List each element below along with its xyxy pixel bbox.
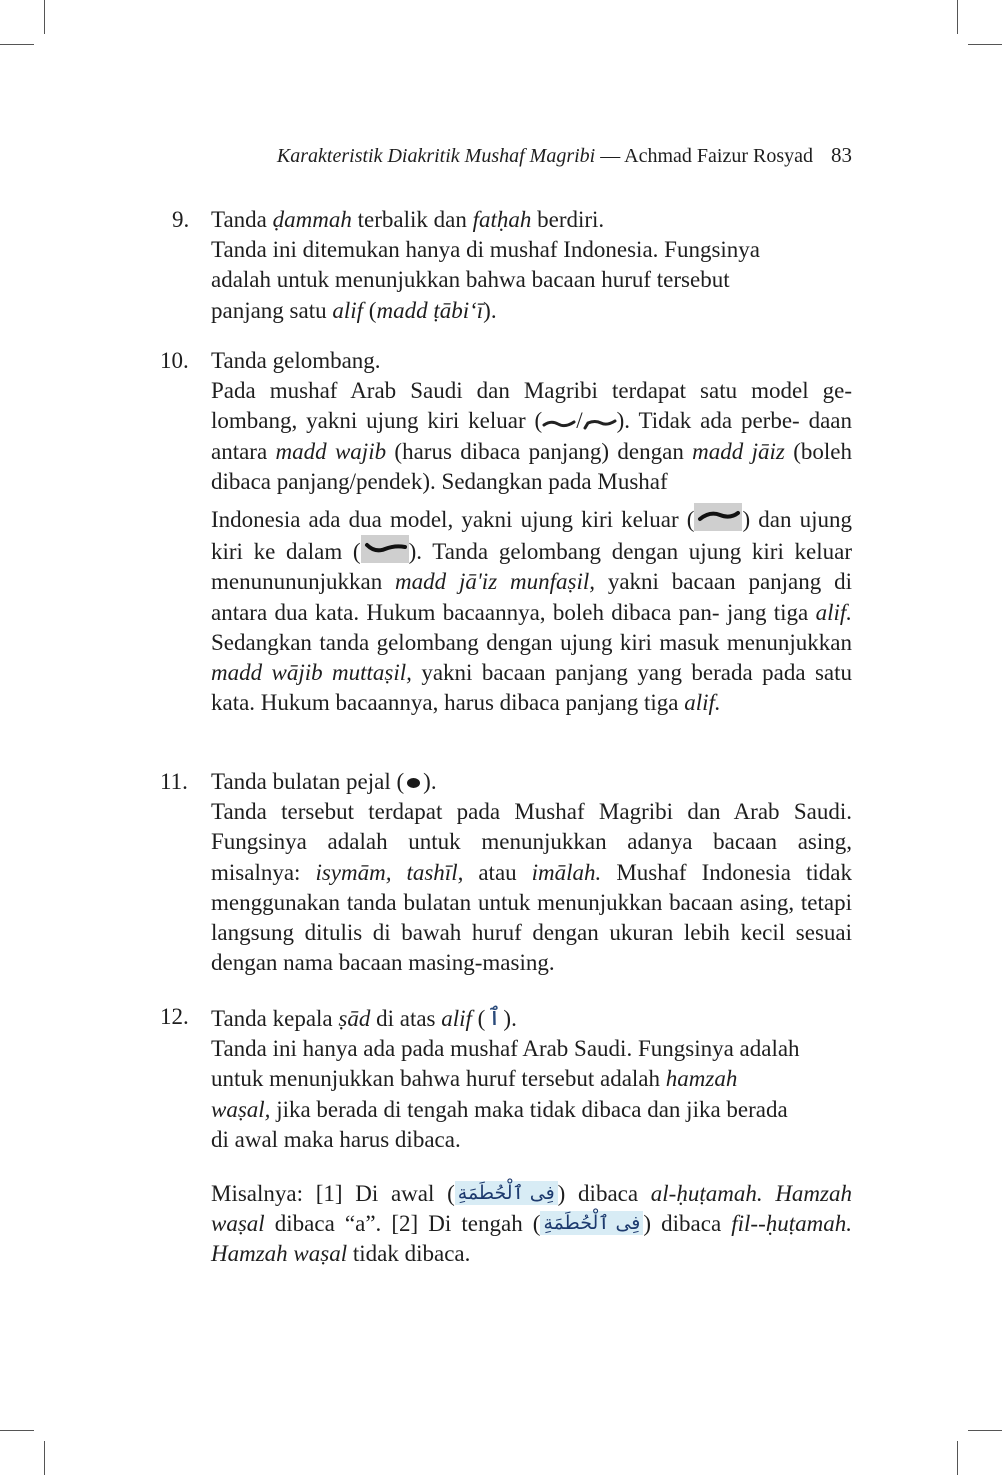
- item-heading: Tanda gelombang.: [211, 348, 381, 373]
- alif-wasla-glyph: ٱ: [487, 1003, 502, 1031]
- item-paragraph: Tanda tersebut terdapat pada Mushaf Magribi dan Arab Saudi. Fungsinya adalah untuk menunjukkan adanya bacaan asing, misalnya: isymām, tashīl, atau imālah. Mushaf Indonesia tidak menggunakan tanda bulatan untuk menunjukkan bacaan asing, tetapi langsung ditulis di bawah huruf dengan ukuran lebih kecil sesuai dengan nama bacaan masing-masing.: [211, 799, 853, 976]
- item-body: [211, 205, 852, 326]
- header-title: Karakteristik Diakritik Mushaf Magribi: [276, 145, 596, 167]
- list-item-12: [160, 1002, 852, 1270]
- arabic-example-1: فِى ٱلْحُطَمَةِ: [455, 1181, 558, 1205]
- item-heading: Tanda bulatan pejal ( ).: [211, 769, 437, 794]
- wave-inward-icon: [583, 412, 617, 434]
- wave-outward-indonesia-icon: [694, 503, 742, 531]
- arabic-example-2: فِى ٱلْحُطَمَةِ: [540, 1211, 643, 1235]
- crop-mark: [44, 1441, 45, 1475]
- crop-mark: [0, 1430, 34, 1431]
- item-paragraph-line: Tanda ini ditemukan hanya di mushaf Indonesia. Fungsinya: [211, 237, 761, 263]
- item-body: [211, 767, 852, 978]
- item-number: 9.: [172, 207, 190, 232]
- item-paragraph-line: panjang satu alif (madd ṭābi‘ī).: [211, 297, 497, 323]
- item-paragraph-line: adalah untuk menunjukkan bahwa bacaan huruf tersebut: [211, 267, 730, 293]
- item-body: [211, 1002, 852, 1270]
- crop-mark: [957, 1441, 958, 1475]
- example-paragraph: Misalnya: [1] Di awal ( فِى ٱلْحُطَمَةِ ) dibaca al-ḥuṭamah. Hamzah waṣal dibaca “a”. [2] Di tengah ( فِى ٱلْحُطَمَةِ ) dibaca fil--ḥuṭamah. Hamzah waṣal tidak dibaca.: [211, 1181, 852, 1267]
- header-author: Achmad Faizur Rosyad: [624, 145, 813, 167]
- item-paragraph-line: waṣal, jika berada di tengah maka tidak dibaca dan jika berada: [211, 1096, 788, 1122]
- crop-mark: [968, 1430, 1002, 1431]
- item-number: 10.: [160, 348, 189, 373]
- solid-dot-icon: [407, 778, 420, 788]
- page-number: 83: [831, 143, 852, 167]
- list-item-10: [160, 346, 852, 718]
- wave-outward-icon: [542, 412, 576, 434]
- item-number: 11.: [160, 769, 188, 794]
- crop-mark: [0, 44, 34, 45]
- item-heading: Tanda ḍammah terbalik dan fatḥah berdiri.: [211, 207, 605, 232]
- item-body: [211, 346, 852, 718]
- wave-inward-indonesia-icon: [361, 535, 409, 563]
- item-paragraph-line: Tanda ini hanya ada pada mushaf Arab Saudi. Fungsinya adalah: [211, 1036, 800, 1062]
- item-paragraph-line: di awal maka harus dibaca.: [211, 1126, 461, 1152]
- item-paragraph: Indonesia ada dua model, yakni ujung kiri keluar ( ) dan ujung kiri ke dalam ( ). Tanda gelombang dengan ujung kiri keluar menunununjukkan madd jā'iz munfaṣil, yakni bacaan panjang di antara dua kata. Hukum bacaannya, boleh dibaca pan- jang tiga alif. Sedangkan tanda gelombang dengan ujung kiri masuk menunjukkan madd wājib muttaṣil, yakni bacaan panjang yang berada pada satu kata. Hukum bacaannya, harus dibaca panjang tiga alif.: [211, 503, 852, 718]
- crop-mark: [957, 0, 958, 34]
- item-paragraph: Pada mushaf Arab Saudi dan Magribi terdapat satu model ge- lombang, yakni ujung kiri keluar ( / ). Tidak ada perbe- daan antara madd wajib (harus dibaca panjang) dengan madd jāiz (boleh dibaca panjang/pendek). Sedangkan pada Mushaf: [211, 378, 853, 494]
- list-item-11: [160, 767, 852, 978]
- item-heading: Tanda kepala ṣād di atas alif (ٱ).: [211, 1003, 517, 1031]
- running-header: [150, 143, 852, 168]
- crop-mark: [44, 0, 45, 34]
- list-item-9: [160, 205, 852, 326]
- crop-mark: [968, 44, 1002, 45]
- item-number: 12.: [160, 1004, 189, 1029]
- header-separator: —: [595, 145, 625, 167]
- item-paragraph-line: untuk menunjukkan bahwa huruf tersebut adalah hamzah: [211, 1066, 738, 1092]
